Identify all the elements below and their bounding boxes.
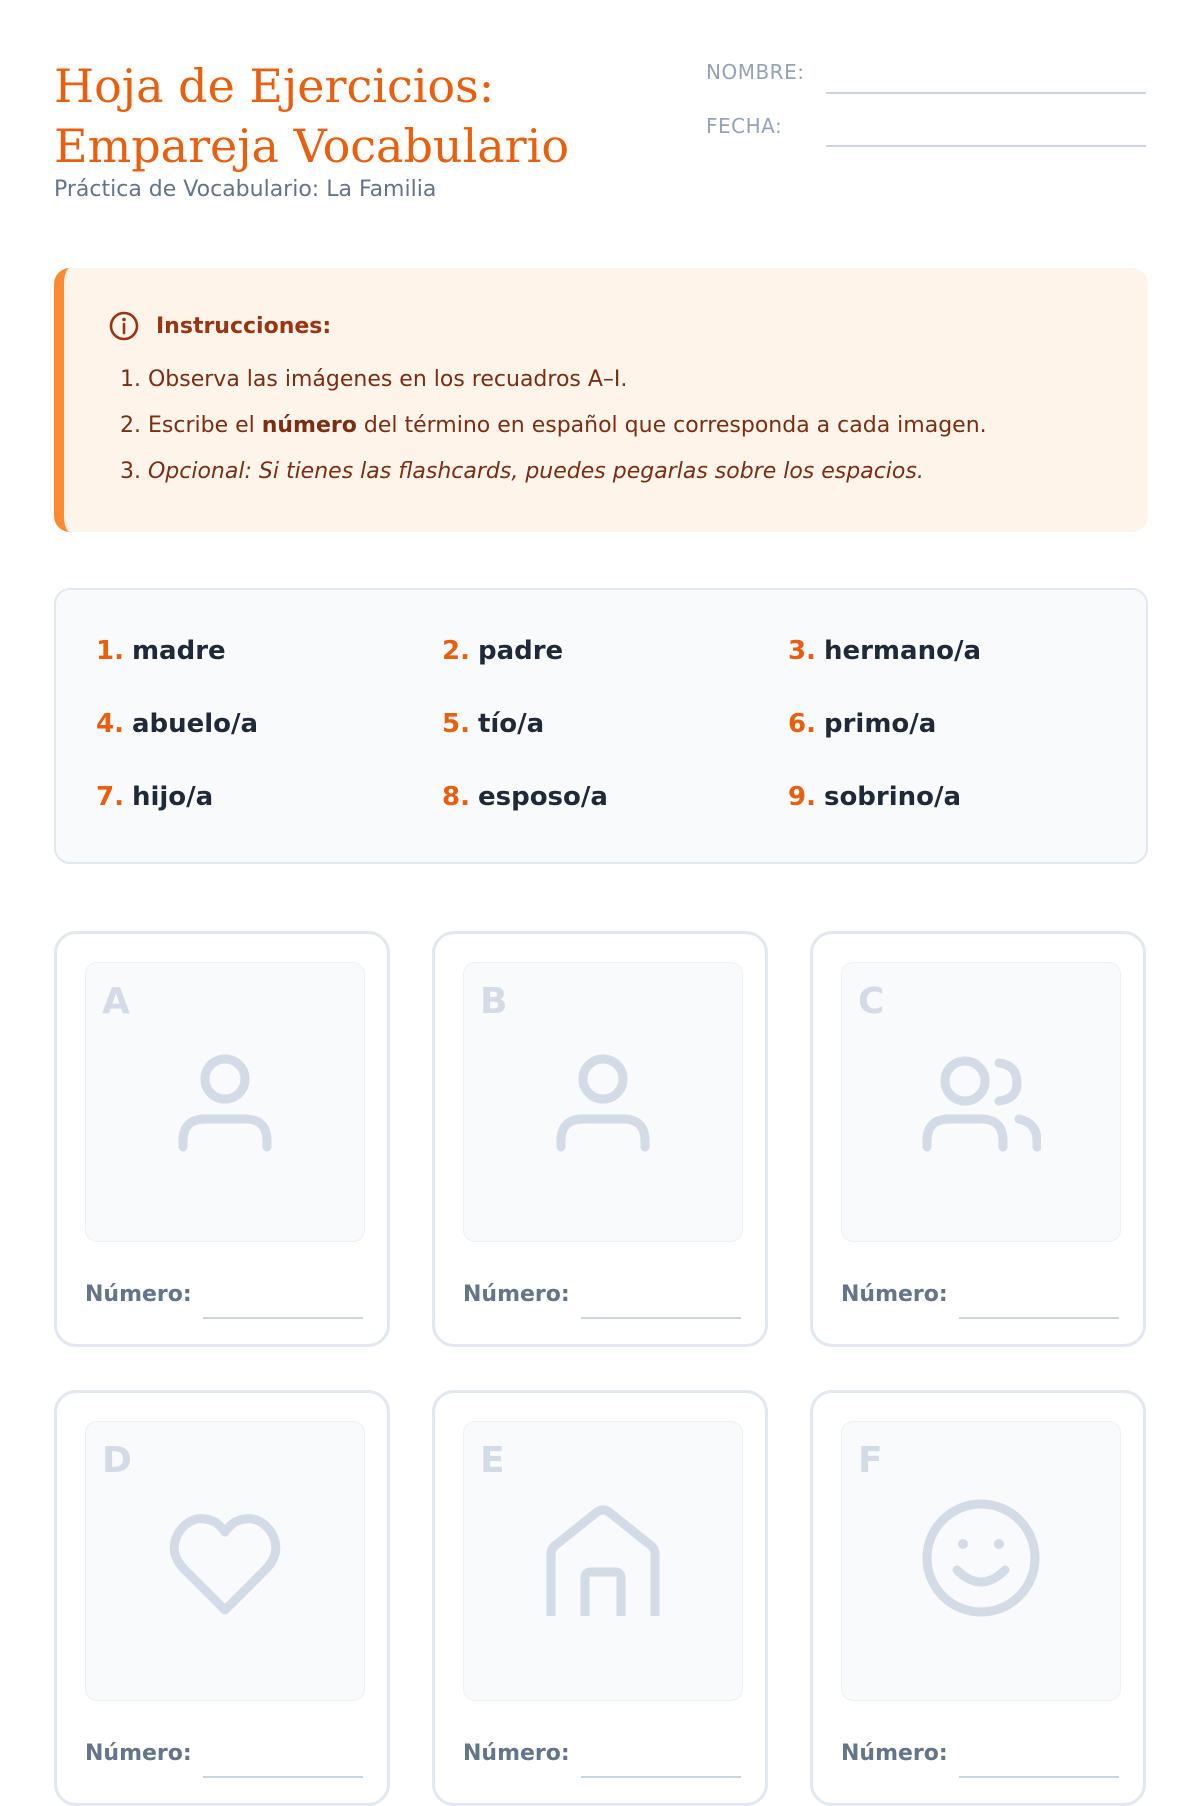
vocab-number: 8. (442, 782, 470, 812)
instruction-step-2 (120, 406, 987, 452)
picture-card-b (432, 931, 768, 1347)
vocab-number: 3. (788, 636, 816, 666)
number-answer-field[interactable] (581, 1776, 741, 1778)
instructions-box (54, 268, 1148, 532)
vocab-item (96, 782, 213, 812)
card-letter: F (858, 1440, 883, 1481)
vocab-number: 2. (442, 636, 470, 666)
home-icon (543, 1498, 663, 1618)
users-icon (921, 1039, 1041, 1159)
vocab-item (442, 636, 563, 666)
number-label: Número: (463, 1282, 570, 1307)
vocab-term: abuelo/a (131, 709, 259, 739)
card-letter: C (858, 981, 885, 1022)
instruction-step-1 (120, 360, 987, 406)
picture-area (841, 1421, 1121, 1701)
picture-card-c (810, 931, 1146, 1347)
number-answer-field[interactable] (581, 1317, 741, 1319)
number-label: Número: (463, 1741, 570, 1766)
picture-card-a (54, 931, 390, 1347)
vocab-item (96, 636, 226, 666)
vocab-term: primo/a (823, 709, 937, 739)
instruction-step-3-num: 3. (120, 459, 148, 484)
vocab-number: 1. (96, 636, 124, 666)
vocab-number: 5. (442, 709, 470, 739)
card-letter: D (102, 1440, 132, 1481)
vocab-item (788, 709, 936, 739)
picture-area (85, 1421, 365, 1701)
card-letter: B (480, 981, 508, 1022)
instruction-step-3-italic: Opcional: Si tienes las flashcards, puedes pegarlas sobre los espacios. (147, 459, 924, 484)
date-field[interactable] (826, 145, 1146, 147)
vocabulary-list (54, 588, 1148, 864)
name-label: NOMBRE: (706, 60, 805, 84)
instruction-step-2-pre: 2. Escribe el (120, 413, 262, 438)
title-line-1: Hoja de Ejercicios: (54, 59, 495, 113)
vocab-item (788, 636, 981, 666)
instructions-heading-text: Instrucciones: (156, 313, 332, 339)
number-label: Número: (841, 1741, 948, 1766)
vocab-term: padre (477, 636, 564, 666)
number-label: Número: (841, 1282, 948, 1307)
instruction-step-3 (120, 452, 987, 498)
card-letter: A (102, 981, 130, 1022)
smile-icon (921, 1498, 1041, 1618)
vocab-item (442, 782, 608, 812)
user-icon (543, 1039, 663, 1159)
vocab-number: 9. (788, 782, 816, 812)
name-field[interactable] (826, 92, 1146, 94)
page-title (54, 56, 674, 176)
instruction-step-1-text: 1. Observa las imágenes en los recuadros A–I. (120, 367, 628, 392)
picture-area (841, 962, 1121, 1242)
page-subtitle: Práctica de Vocabulario: La Familia (54, 177, 437, 202)
picture-area (463, 962, 743, 1242)
picture-area (85, 962, 365, 1242)
picture-card-f (810, 1390, 1146, 1806)
vocab-term: sobrino/a (823, 782, 962, 812)
title-line-2: Empareja Vocabulario (54, 119, 570, 173)
vocab-term: madre (131, 636, 226, 666)
number-label: Número: (85, 1741, 192, 1766)
number-label: Número: (85, 1282, 192, 1307)
info-icon (108, 310, 140, 342)
vocab-item (788, 782, 961, 812)
vocab-term: hijo/a (131, 782, 214, 812)
vocab-item (442, 709, 544, 739)
instruction-step-2-bold: número (261, 413, 357, 438)
vocab-term: tío/a (477, 709, 545, 739)
vocab-term: hermano/a (823, 636, 981, 666)
number-answer-field[interactable] (959, 1776, 1119, 1778)
vocab-term: esposo/a (477, 782, 608, 812)
number-answer-field[interactable] (959, 1317, 1119, 1319)
instructions-heading (108, 310, 331, 342)
vocab-item (96, 709, 258, 739)
instructions-list (120, 360, 987, 498)
instruction-step-2-post: del término en español que corresponda a cada imagen. (356, 413, 987, 438)
user-icon (165, 1039, 285, 1159)
heart-icon (165, 1498, 285, 1618)
vocab-number: 4. (96, 709, 124, 739)
vocab-number: 6. (788, 709, 816, 739)
picture-card-e (432, 1390, 768, 1806)
number-answer-field[interactable] (203, 1776, 363, 1778)
card-letter: E (480, 1440, 505, 1481)
picture-area (463, 1421, 743, 1701)
vocab-number: 7. (96, 782, 124, 812)
picture-card-d (54, 1390, 390, 1806)
number-answer-field[interactable] (203, 1317, 363, 1319)
date-label: FECHA: (706, 114, 783, 138)
